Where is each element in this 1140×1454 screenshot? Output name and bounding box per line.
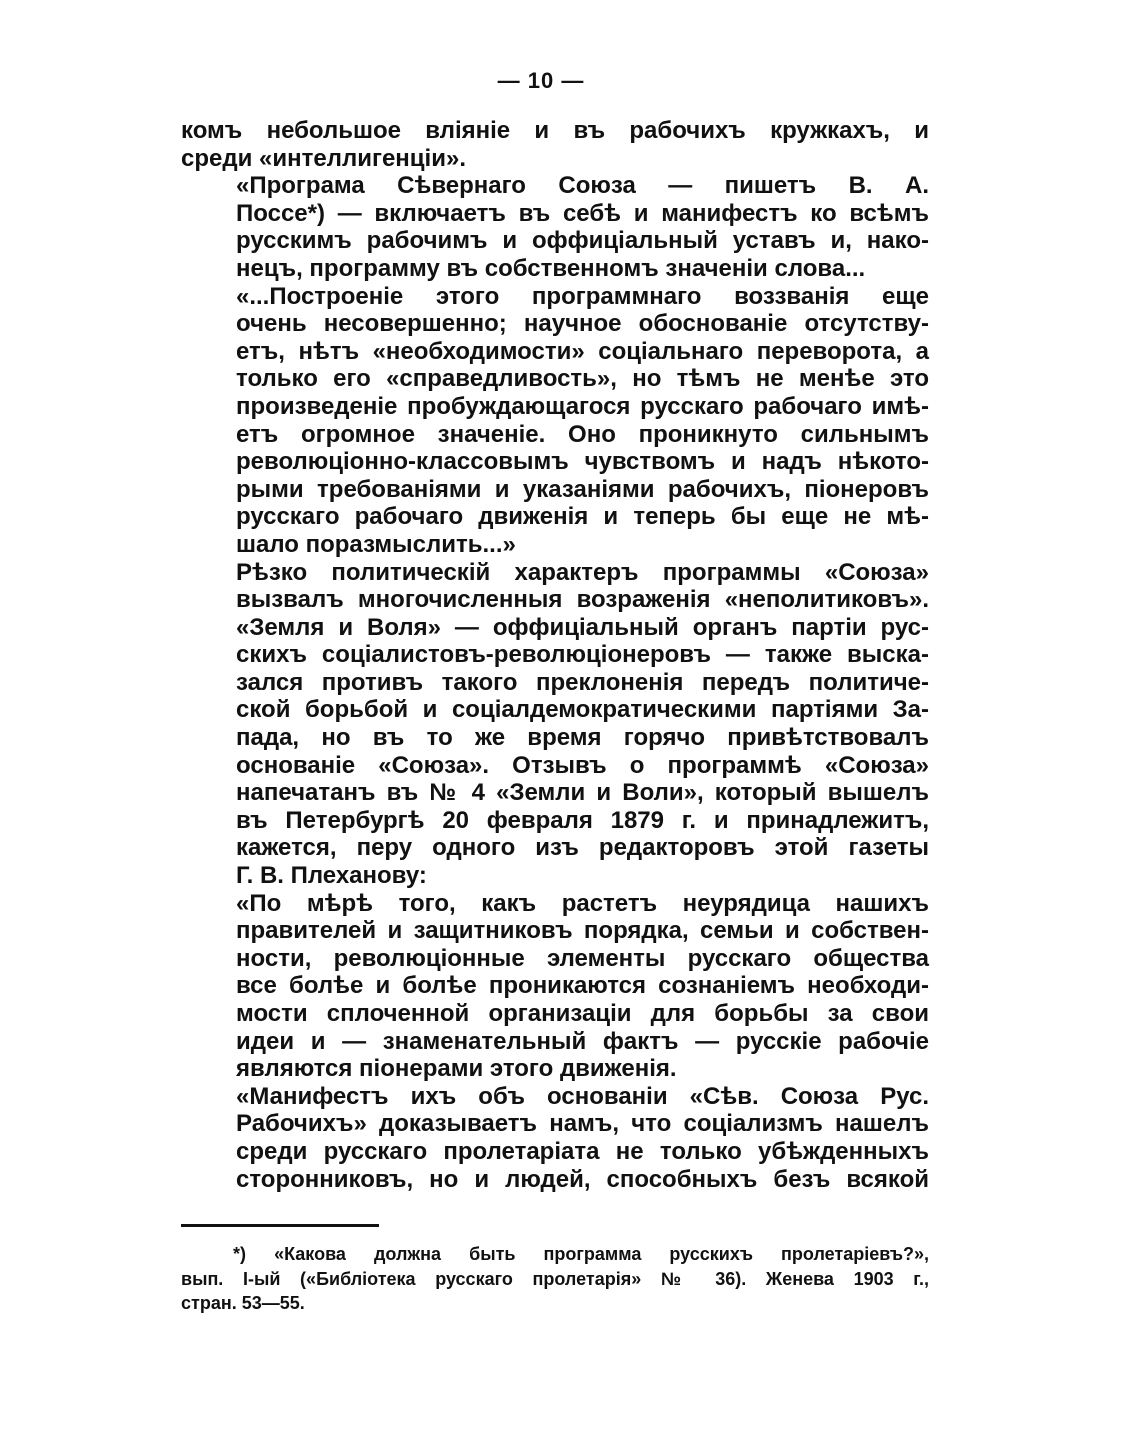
paragraph-continuation — [181, 117, 929, 172]
text-line: среди «интеллигенціи». — [181, 144, 466, 172]
text-line: основаніе «Союза». Отзывъ о программѣ «Союза» — [236, 751, 929, 779]
text-line: «По мѣрѣ того, какъ растетъ неурядица нашихъ — [236, 889, 929, 917]
text-line: етъ огромное значеніе. Оно проникнуто сильнымъ — [236, 420, 929, 448]
text-line: очень несовершенно; научное обоснованіе отсутству- — [236, 310, 929, 338]
text-line: въ Петербургѣ 20 февраля 1879 г. и принадлежитъ, — [236, 806, 929, 834]
text-line: русскимъ рабочимъ и оффиціальный уставъ и, нако- — [236, 227, 929, 255]
text-line: зался противъ такого преклоненія передъ политиче- — [236, 668, 929, 696]
paragraph-quote-posse — [181, 172, 929, 282]
text-line: идеи и — знаменательный фактъ — русскіе рабочіе — [236, 1027, 929, 1055]
text-line: Рѣзко политическій характеръ программы «Союза» — [236, 558, 929, 586]
text-line: комъ небольшое вліяніе и въ рабочихъ кружкахъ, и — [181, 117, 929, 144]
text-line: напечатанъ въ № 4 «Земли и Воли», который вышелъ — [236, 779, 929, 807]
paragraph-quote-plekhanov — [181, 890, 929, 1083]
footnote-line: стран. 53—55. — [181, 1293, 305, 1313]
footnote-divider — [181, 1224, 379, 1227]
text-line: среди русскаго пролетаріата не только убѣжденныхъ — [236, 1137, 929, 1165]
text-line: революціонно-классовымъ чувствомъ и надъ нѣкото- — [236, 448, 929, 476]
paragraph-political-character — [181, 559, 929, 890]
text-line: только его «справедливость», но тѣмъ не менѣе это — [236, 365, 929, 393]
text-line: Г. В. Плеханову: — [236, 862, 427, 890]
text-line: ской борьбой и соціалдемократическими партіями За- — [236, 696, 929, 724]
text-line: все болѣе и болѣе проникаются сознаніемъ необходи- — [236, 972, 929, 1000]
text-line: сторонниковъ, но и людей, способныхъ безъ всякой — [236, 1165, 929, 1193]
text-line: Рабочихъ» доказываетъ намъ, что соціализмъ нашелъ — [236, 1110, 929, 1138]
text-line: кажется, перу одного изъ редакторовъ этой газеты — [236, 834, 929, 862]
text-line: «Земля и Воля» — оффиціальный органъ партіи рус- — [236, 613, 929, 641]
text-line: «Манифестъ ихъ объ основаніи «Сѣв. Союза Рус. — [236, 1082, 929, 1110]
paragraph-quote-manifesto — [181, 1083, 929, 1193]
text-line: «...Построеніе этого программнаго воззванія еще — [236, 282, 929, 310]
text-line: шало поразмыслить...» — [236, 530, 516, 558]
footnote-line: вып. I-ый («Библіотека русскаго пролетарія» № 36). Женева 1903 г., — [181, 1268, 929, 1289]
text-line: пада, но въ то же время горячо привѣтствовалъ — [236, 724, 929, 752]
footnote — [181, 1242, 929, 1316]
text-line: русскаго рабочаго движенія и теперь бы еще не мѣ- — [236, 503, 929, 531]
text-line: нецъ, программу въ собственномъ значеніи слова... — [236, 254, 866, 282]
text-line: скихъ соціалистовъ-революціонеровъ — также выска- — [236, 641, 929, 669]
text-line: ности, революціонные элементы русскаго общества — [236, 944, 929, 972]
text-line: произведеніе пробуждающагося русскаго рабочаго имѣ- — [236, 392, 929, 420]
footnote-line: *) «Какова должна быть программа русскихъ пролетаріевъ?», — [233, 1244, 929, 1264]
text-line: Поссе*) — включаетъ въ себѣ и манифестъ ко всѣмъ — [236, 199, 929, 227]
text-line: мости сплоченной организаціи для борьбы за свои — [236, 1000, 929, 1027]
page-number: — 10 — — [497, 68, 585, 93]
paragraph-quote-program — [181, 283, 929, 559]
text-line: вызвалъ многочисленныя возраженія «неполитиковъ». — [236, 586, 929, 614]
text-line: етъ, нѣтъ «необходимости» соціальнаго переворота, а — [236, 337, 929, 365]
text-line: правителей и защитниковъ порядка, семьи и собствен- — [236, 917, 929, 945]
main-text — [181, 117, 929, 1193]
text-line: «Програма Сѣвернаго Союза — пишетъ В. А. — [236, 172, 929, 200]
text-line: являются піонерами этого движенія. — [236, 1055, 677, 1083]
text-line: рыми требованіями и указаніями рабочихъ, піонеровъ — [236, 475, 929, 503]
